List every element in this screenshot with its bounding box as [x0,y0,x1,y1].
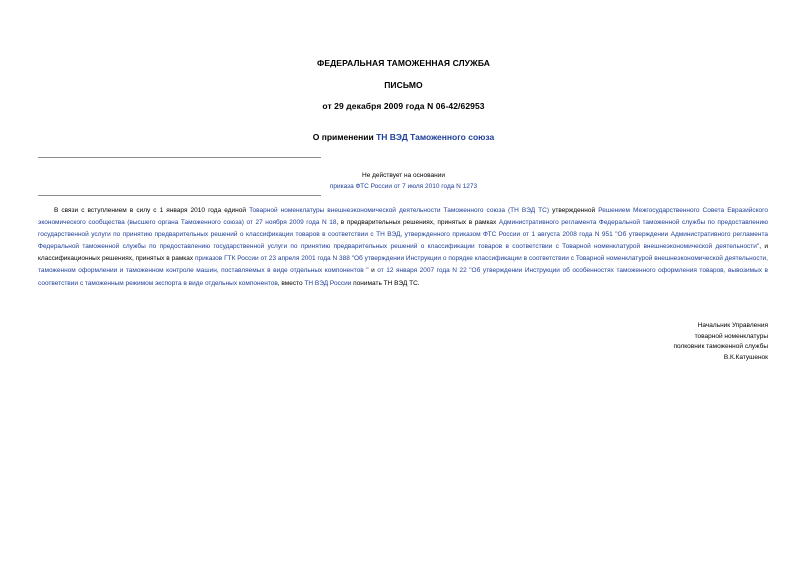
body-text-6: , вместо [277,279,305,287]
link-tn-ved-russia[interactable]: ТН ВЭД России [304,279,352,287]
body-text-5: и [368,267,378,275]
document-type-heading: ПИСЬМО [384,80,423,90]
body-text-1: В связи с вступлением в силу с 1 января 2010 года единой [54,207,250,214]
status-note-text: Не действует на основании [362,172,445,179]
agency-heading: ФЕДЕРАЛЬНАЯ ТАМОЖЕННАЯ СЛУЖБА [317,58,490,68]
body-text-4: , и классификационных решениях, принятых в рамках [38,243,768,263]
body-text-7: понимать ТН ВЭД ТС. [351,279,420,287]
signature-block [673,321,768,363]
status-note-link[interactable]: приказа ФТС России от 7 июля 2010 года N 1273 [329,183,478,190]
letter-body [38,205,768,290]
signature-name: В.К.Катушенок [723,353,768,361]
link-admin-regulation[interactable]: Административного регламента Федеральной таможенной службы по предоставлению государственной услуги по принятию предварительных решений о классификации товаров в соответствии с ТН ВЭД, утвержденного приказом ФТС России от 1 августа 2008 года N 951 "Об утверждении Административного регламента Федеральной таможенной службы по предоставлению государственной услуги по принятию предварительных решений о классификации товаров в соответствии с Товарной номенклатурой внешнеэкономической деятельности" [38,219,768,251]
divider-top [38,157,321,158]
link-gtk-order-388[interactable]: приказов ГТК России от 23 апреля 2001 года N 388 "Об утверждении Инструкции о порядке классификации в соответствии с Товарной номенклатурой внешнеэкономической деятельности, таможенном оформлении и таможенном контроле машин, поставляемых в виде отдельных компонентов " [38,255,768,275]
link-tn-ved-ts[interactable]: Товарной номенклатуры внешнеэкономической деятельности Таможенного союза (ТН ВЭД ТС) [249,207,550,214]
document-date-number: от 29 декабря 2009 года N 06-42/62953 [322,101,485,111]
divider-bottom [38,195,321,196]
body-text-2: утвержденной [549,207,599,214]
signature-position: Начальник Управления [697,322,768,329]
signature-department: товарной номенклатуры [694,332,768,340]
link-council-decision[interactable]: Решением Межгосударственного Совета Евразийского экономического сообщества (высшего органа Таможенного союза) от 27 ноября 2009 года N 18 [38,207,769,227]
subject-link[interactable]: ТН ВЭД Таможенного союза [376,132,495,142]
link-order-22[interactable]: от 12 января 2007 года N 22 "Об утверждении Инструкции об особенностях таможенного оформления товаров, вывозимых в соответствии с таможенным режимом экспорта в виде отдельных компонентов [38,267,768,287]
document-subject [0,132,807,142]
signature-rank: полковник таможенной службы [673,343,768,351]
subject-prefix: О применении [312,132,377,142]
status-note [0,170,807,192]
body-text-3: , в предварительных решениях, принятых в рамках [336,219,499,227]
